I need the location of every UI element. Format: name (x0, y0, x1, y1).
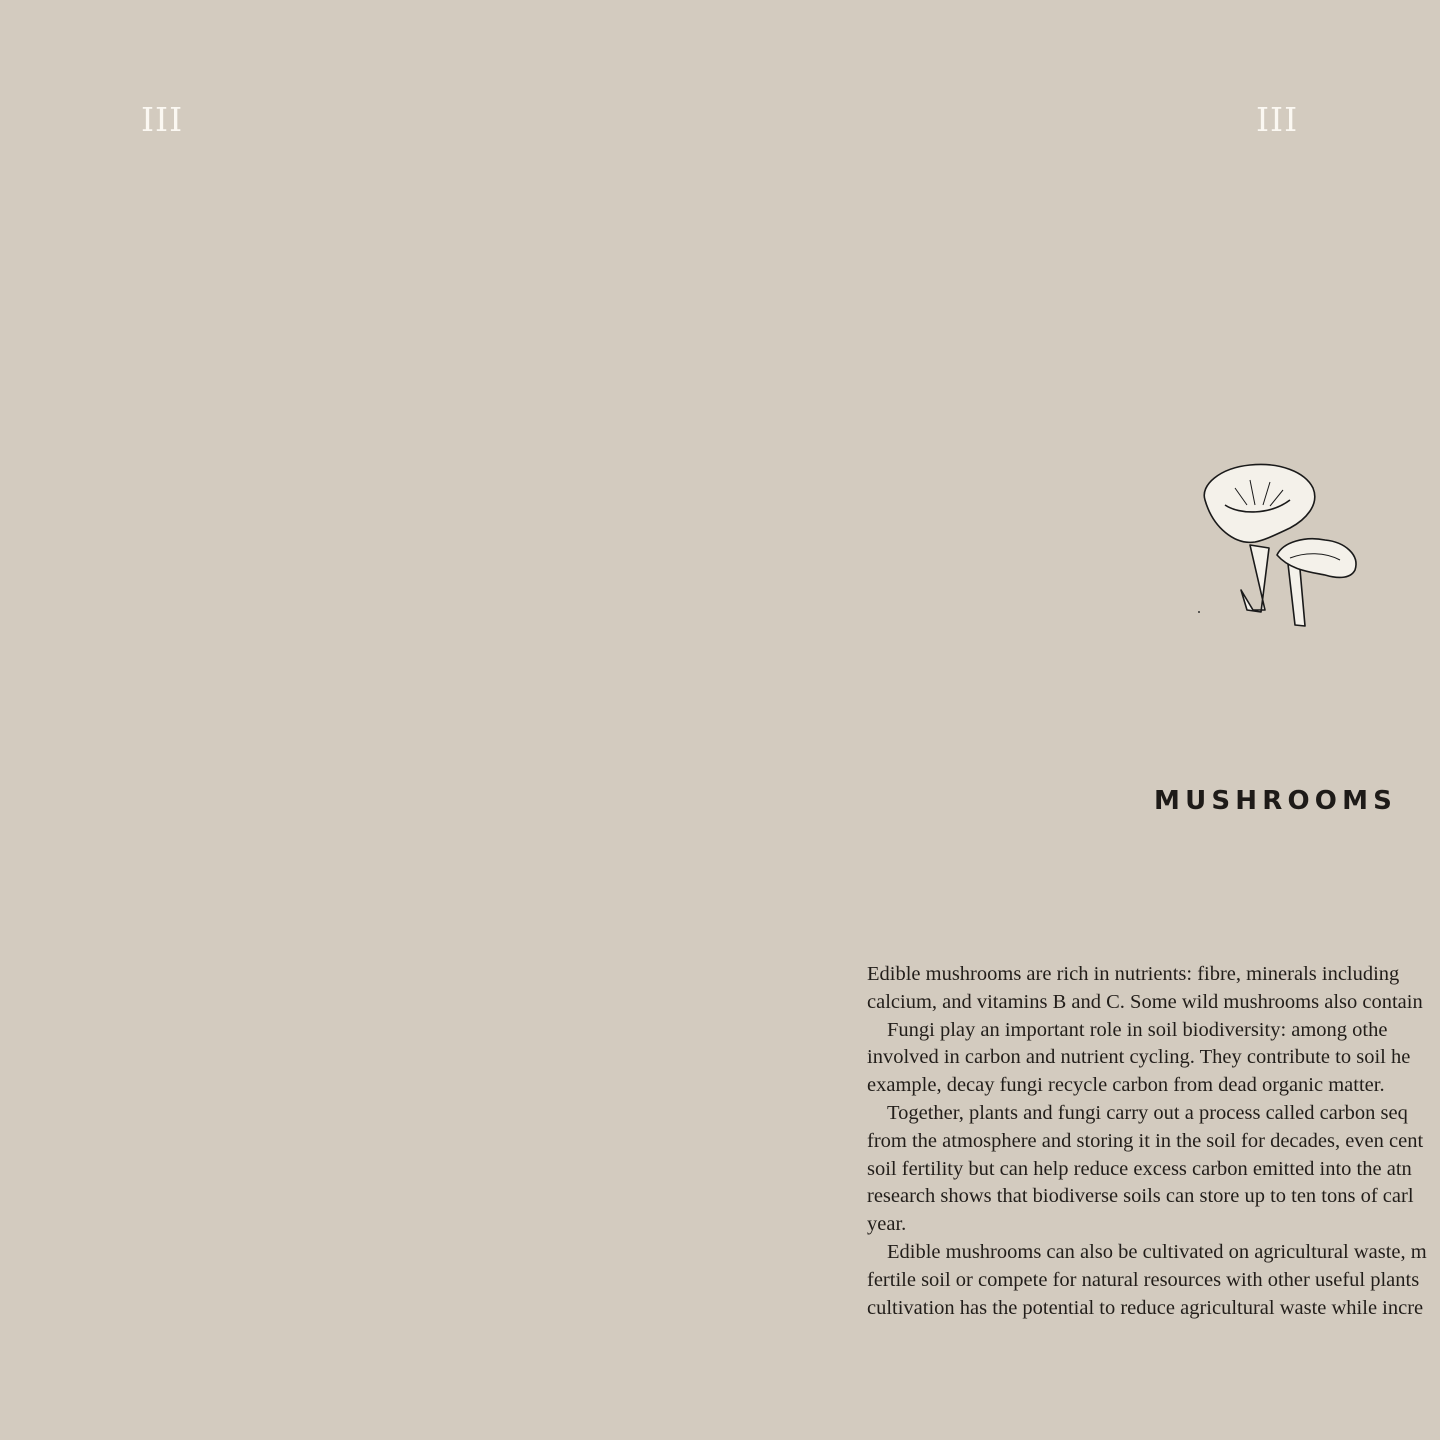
body-line: Together, plants and fungi carry out a process called carbon seq (887, 1101, 1408, 1124)
body-line: Fungi play an important role in soil biodiversity: among othe (887, 1018, 1388, 1041)
mushroom-illustration (1195, 460, 1365, 635)
body-line: fertile soil or compete for natural resources with other useful plants (867, 1268, 1420, 1291)
left-section-number: III (141, 100, 184, 139)
body-line: Edible mushrooms can also be cultivated on agricultural waste, m (887, 1240, 1427, 1263)
body-line: soil fertility but can help reduce excess carbon emitted into the atn (867, 1157, 1412, 1180)
body-line: involved in carbon and nutrient cycling. They contribute to soil he (867, 1046, 1411, 1069)
body-line: calcium, and vitamins B and C. Some wild mushrooms also contain (867, 990, 1423, 1013)
body-line: Edible mushrooms are rich in nutrients: fibre, minerals including (867, 963, 1400, 985)
body-line: from the atmosphere and storing it in the soil for decades, even cent (867, 1129, 1424, 1152)
body-text (867, 961, 1427, 1322)
body-line: example, decay fungi recycle carbon from dead organic matter. (867, 1074, 1385, 1097)
body-line: cultivation has the potential to reduce agricultural waste while incre (867, 1296, 1424, 1319)
section-title: MUSHROOMS (1154, 786, 1398, 816)
right-section-number: III (1256, 100, 1299, 139)
body-line: year. (867, 1213, 907, 1236)
body-line: research shows that biodiverse soils can store up to ten tons of carl (867, 1185, 1414, 1208)
